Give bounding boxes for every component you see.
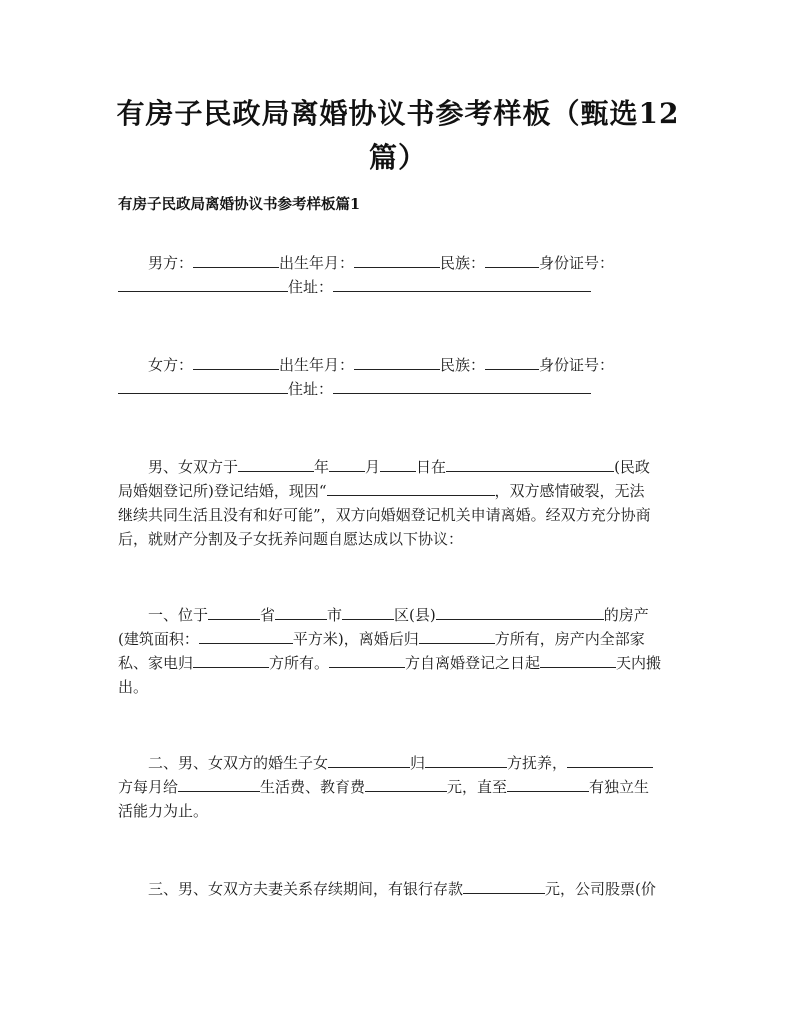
male-id-label: 身份证号： (539, 254, 615, 272)
male-address-blank[interactable] (333, 275, 591, 292)
male-ethnicity-label: 民族： (440, 254, 486, 272)
furniture-owner-blank[interactable] (193, 651, 269, 668)
female-id-blank[interactable] (118, 377, 288, 394)
male-info-line-2 (118, 275, 591, 299)
registry-blank[interactable] (446, 455, 614, 472)
male-address-label: 住址： (288, 278, 334, 296)
intro-line-1 (148, 455, 650, 479)
clause1-text: 方所有，房产内全部家 (494, 630, 645, 648)
day-blank[interactable] (380, 455, 416, 472)
female-name-blank[interactable] (193, 353, 279, 370)
male-birth-blank[interactable] (354, 251, 440, 268)
city-blank[interactable] (275, 603, 327, 620)
year-blank[interactable] (238, 455, 314, 472)
reason-blank[interactable] (327, 479, 495, 496)
clause1-text: 方所有。 (269, 654, 330, 672)
area-blank[interactable] (199, 627, 293, 644)
female-info-line-1 (148, 353, 614, 377)
clause2-text: 元，直至 (447, 778, 508, 796)
female-ethnicity-label: 民族： (440, 356, 486, 374)
month-blank[interactable] (329, 455, 365, 472)
intro-text: 局婚姻登记所)登记结婚，现因“ (118, 482, 327, 500)
clause1-text: 平方米)，离婚后归 (292, 630, 419, 648)
intro-text: 月 (365, 458, 381, 476)
female-id-label: 身份证号： (539, 356, 615, 374)
clause1-text: 天内搬 (616, 654, 662, 672)
clause3-text: 元，公司股票(价 (545, 880, 656, 898)
clause1-text: 省 (260, 606, 276, 624)
property-owner-blank[interactable] (419, 627, 495, 644)
clause2-text: 二、男、女双方的婚生子女 (148, 754, 329, 772)
intro-text: 男、女双方于 (148, 458, 239, 476)
clause1-text: 区(县) (394, 606, 436, 624)
moving-party-blank[interactable] (329, 651, 405, 668)
clause1-line-2 (118, 627, 645, 651)
intro-text: ，双方感情破裂，无法 (494, 482, 645, 500)
clause1-text: 私、家电归 (118, 654, 194, 672)
custody-blank[interactable] (425, 751, 507, 768)
clause2-text: 归 (410, 754, 426, 772)
clause2-text: 有独立生 (589, 778, 650, 796)
clause3-text: 三、男、女双方夫妻关系存续期间，有银行存款 (148, 880, 464, 898)
clause1-text: 市 (327, 606, 343, 624)
clause1-line-3 (118, 651, 661, 675)
title-line-1: 有房子民政局离婚协议书参考样板（甄选12 (116, 97, 680, 130)
clause1-text: 的房产 (603, 606, 649, 624)
clause2-line-3: 活能力为止。 (118, 802, 209, 820)
male-label: 男方： (148, 254, 194, 272)
intro-line-3: 继续共同生活且没有和好可能”，双方向婚姻登记机关申请离婚。经双方充分协商 (118, 506, 651, 524)
male-birth-label: 出生年月： (279, 254, 355, 272)
clause1-text: 方自离婚登记之日起 (405, 654, 541, 672)
section-heading: 有房子民政局离婚协议书参考样板篇1 (118, 196, 361, 213)
clause2-text: 生活费、教育费 (260, 778, 366, 796)
female-address-label: 住址： (288, 380, 334, 398)
district-blank[interactable] (342, 603, 394, 620)
clause3-line-1 (148, 877, 656, 901)
male-id-blank[interactable] (118, 275, 288, 292)
payer-blank[interactable] (567, 751, 653, 768)
payee-blank[interactable] (178, 775, 260, 792)
male-info-line-1 (148, 251, 614, 275)
female-ethnicity-blank[interactable] (485, 353, 539, 370)
property-address-blank[interactable] (436, 603, 604, 620)
intro-text: (民政 (614, 458, 650, 476)
until-blank[interactable] (507, 775, 589, 792)
amount-blank[interactable] (365, 775, 447, 792)
female-address-blank[interactable] (333, 377, 591, 394)
female-birth-blank[interactable] (354, 353, 440, 370)
clause2-text: 方抚养， (507, 754, 568, 772)
clause2-text: 方每月给 (118, 778, 179, 796)
male-ethnicity-blank[interactable] (485, 251, 539, 268)
clause1-text: 一、位于 (148, 606, 209, 624)
clause2-line-2 (118, 775, 649, 799)
female-label: 女方： (148, 356, 194, 374)
document-title (110, 92, 686, 180)
savings-blank[interactable] (463, 877, 545, 894)
female-info-line-2 (118, 377, 591, 401)
title-line-2: 篇） (368, 141, 427, 174)
days-blank[interactable] (540, 651, 616, 668)
intro-line-4: 后，就财产分割及子女抚养问题自愿达成以下协议： (118, 530, 464, 548)
clause1-text: (建筑面积： (118, 630, 199, 648)
intro-line-2 (118, 479, 645, 503)
child-blank[interactable] (328, 751, 410, 768)
clause2-line-1 (148, 751, 653, 775)
male-name-blank[interactable] (193, 251, 279, 268)
province-blank[interactable] (208, 603, 260, 620)
female-birth-label: 出生年月： (279, 356, 355, 374)
clause1-line-1 (148, 603, 649, 627)
intro-text: 年 (314, 458, 330, 476)
clause1-line-4: 出。 (118, 678, 149, 696)
intro-text: 日在 (416, 458, 447, 476)
